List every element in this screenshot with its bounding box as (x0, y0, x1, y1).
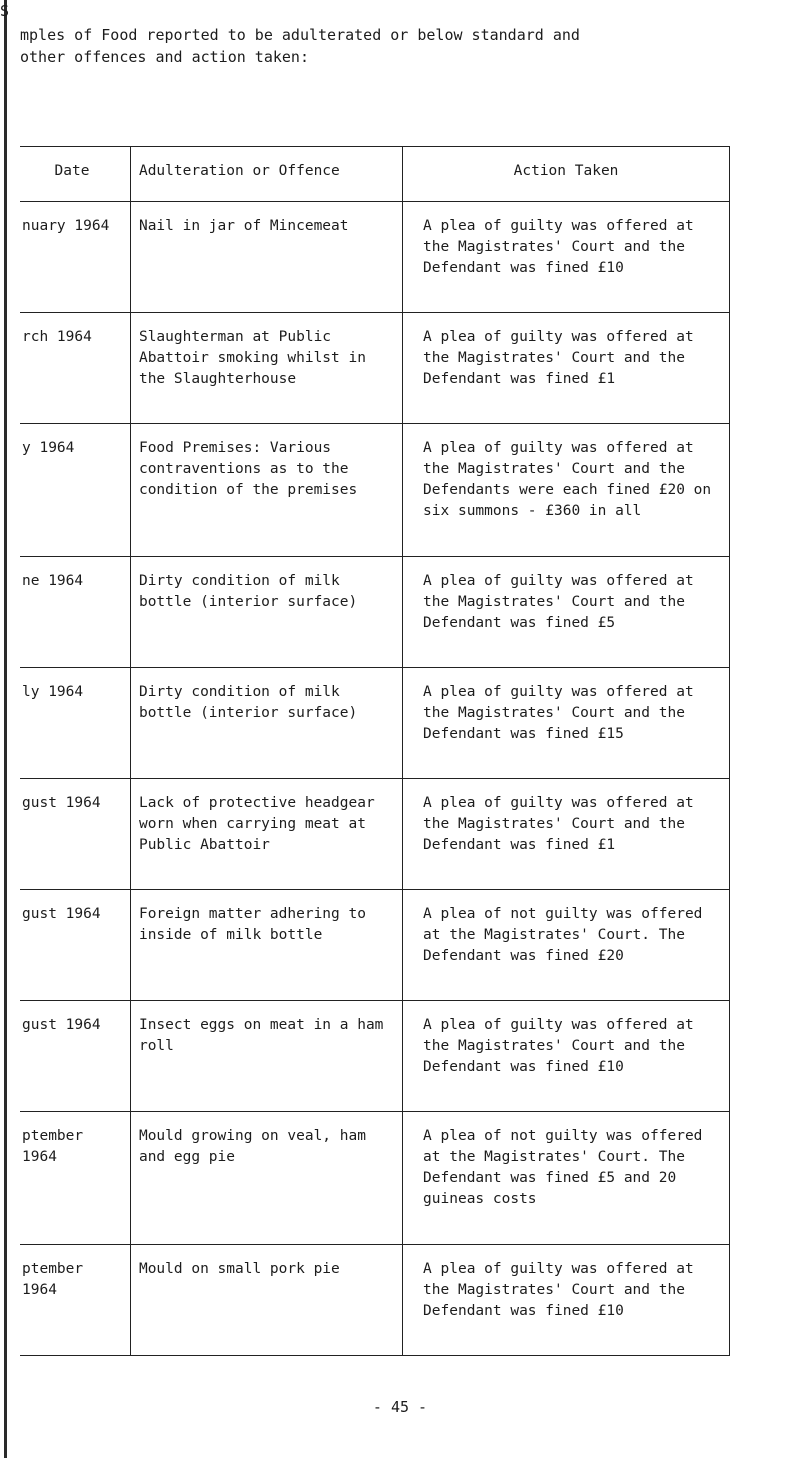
row-action: A plea of guilty was offered at the Magistrates' Court and the Defendant was fined £1 (403, 313, 730, 424)
heading-line-1: mples of Food reported to be adulterated or below standard and (20, 26, 580, 44)
row-offence: Foreign matter adhering to inside of milk bottle (130, 890, 402, 1001)
row-offence: Food Premises: Various contraventions as to the condition of the premises (130, 424, 402, 557)
page-number: - 45 - (372, 1398, 428, 1416)
row-offence: Mould growing on veal, ham and egg pie (130, 1112, 402, 1245)
page-heading (20, 24, 780, 68)
header-action: Action Taken (403, 147, 730, 202)
offences-table (20, 146, 730, 1356)
row-action: A plea of not guilty was offered at the Magistrates' Court. The Defendant was fined £5 and 20 guineas costs (403, 1112, 730, 1245)
row-date: ne 1964 (20, 557, 130, 668)
table-row (20, 424, 730, 557)
row-offence: Nail in jar of Mincemeat (130, 202, 402, 313)
row-offence: Lack of protective headgear worn when carrying meat at Public Abattoir (130, 779, 402, 890)
table-row (20, 1245, 730, 1356)
header-date: Date (20, 147, 130, 202)
table-row (20, 557, 730, 668)
row-offence: Dirty condition of milk bottle (interior surface) (130, 557, 402, 668)
row-action: A plea of guilty was offered at the Magistrates' Court and the Defendant was fined £1 (403, 779, 730, 890)
table-row (20, 202, 730, 313)
header-offence: Adulteration or Offence (130, 147, 402, 202)
row-date: gust 1964 (20, 890, 130, 1001)
row-action: A plea of guilty was offered at the Magistrates' Court and the Defendant was fined £10 (403, 1245, 730, 1356)
row-action: A plea of guilty was offered at the Magistrates' Court and the Defendant was fined £10 (403, 202, 730, 313)
row-date: rch 1964 (20, 313, 130, 424)
row-date: gust 1964 (20, 1001, 130, 1112)
row-date: ly 1964 (20, 668, 130, 779)
table-header-row (20, 147, 730, 202)
row-date: ptember 1964 (20, 1245, 130, 1356)
row-offence: Insect eggs on meat in a ham roll (130, 1001, 402, 1112)
row-action: A plea of guilty was offered at the Magistrates' Court and the Defendant was fined £10 (403, 1001, 730, 1112)
row-offence: Mould on small pork pie (130, 1245, 402, 1356)
table-row (20, 1112, 730, 1245)
row-offence: Dirty condition of milk bottle (interior surface) (130, 668, 402, 779)
row-date: y 1964 (20, 424, 130, 557)
table-row (20, 1001, 730, 1112)
row-date: ptember 1964 (20, 1112, 130, 1245)
row-date: nuary 1964 (20, 202, 130, 313)
row-offence: Slaughterman at Public Abattoir smoking whilst in the Slaughterhouse (130, 313, 402, 424)
row-action: A plea of guilty was offered at the Magistrates' Court and the Defendant was fined £5 (403, 557, 730, 668)
scan-binding-edge (4, 0, 7, 1458)
table-row (20, 779, 730, 890)
edge-letter: S (0, 2, 10, 20)
table-row (20, 668, 730, 779)
row-action: A plea of guilty was offered at the Magistrates' Court and the Defendant was fined £15 (403, 668, 730, 779)
row-action: A plea of guilty was offered at the Magistrates' Court and the Defendants were each fined £20 on six summons - £360 in all (403, 424, 730, 557)
table-row (20, 313, 730, 424)
heading-line-2: other offences and action taken: (20, 48, 309, 66)
row-date: gust 1964 (20, 779, 130, 890)
row-action: A plea of not guilty was offered at the Magistrates' Court. The Defendant was fined £20 (403, 890, 730, 1001)
table-row (20, 890, 730, 1001)
